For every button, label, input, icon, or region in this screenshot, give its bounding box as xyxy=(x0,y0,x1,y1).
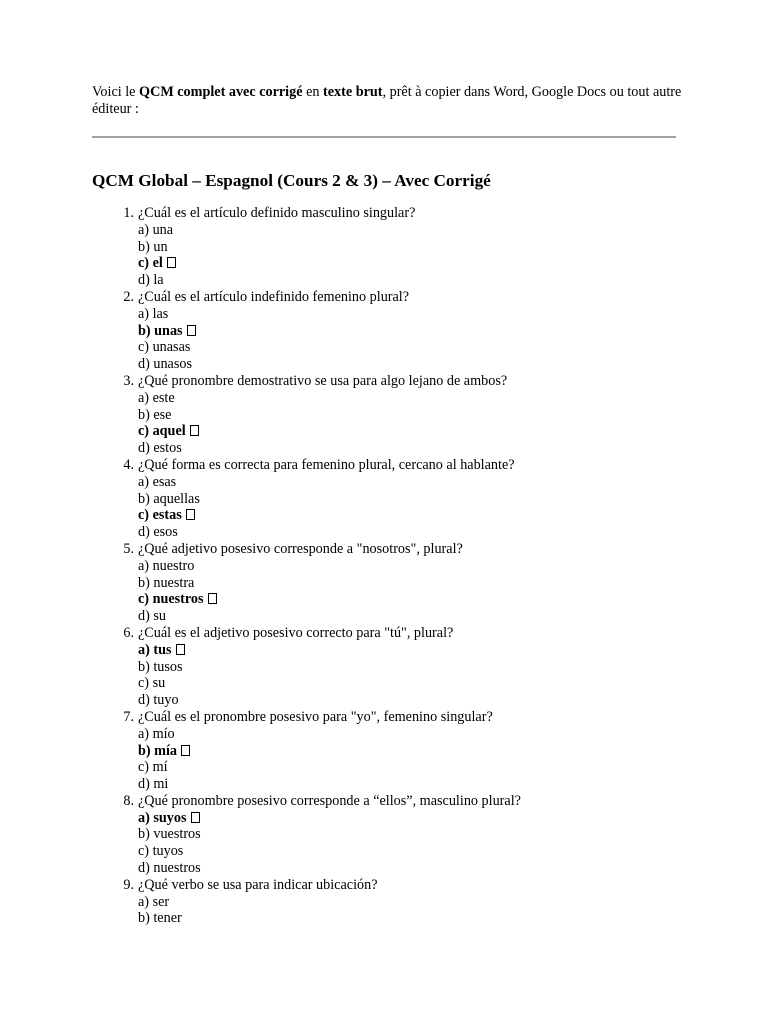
question-number: 4. xyxy=(123,456,134,473)
question-text: ¿Qué verbo se usa para indicar ubicación? xyxy=(138,876,378,893)
option-text: a) tus xyxy=(138,641,172,658)
option-text: c) tuyos xyxy=(138,843,184,860)
option-text: a) esas xyxy=(138,473,177,490)
question-item xyxy=(92,289,682,373)
question-item xyxy=(92,877,682,927)
question-number: 6. xyxy=(123,624,134,641)
answer-option xyxy=(138,860,682,877)
answer-option xyxy=(138,558,682,575)
option-text: c) unasas xyxy=(138,339,191,356)
answer-option-correct xyxy=(138,323,682,340)
answer-option-correct xyxy=(138,642,682,659)
answer-option xyxy=(138,910,682,927)
answer-option xyxy=(138,692,682,709)
intro-text-2: en xyxy=(302,84,324,100)
question-text: ¿Qué adjetivo posesivo corresponde a "nosotros", plural? xyxy=(138,540,463,557)
answer-option xyxy=(138,390,682,407)
answer-option xyxy=(138,575,682,592)
option-text: b) nuestra xyxy=(138,574,195,591)
option-text: b) unas xyxy=(138,322,183,339)
answer-option-correct xyxy=(138,507,682,524)
answer-option-correct xyxy=(138,810,682,827)
intro-paragraph xyxy=(92,84,682,118)
checkmark-icon xyxy=(167,257,176,268)
option-text: c) estas xyxy=(138,507,182,524)
quiz-title: QCM Global – Espagnol (Cours 2 & 3) – Avec Corrigé xyxy=(92,171,491,190)
question-text: ¿Cuál es el adjetivo posesivo correcto para "tú", plural? xyxy=(138,624,454,641)
option-text: b) un xyxy=(138,238,168,255)
option-text: a) este xyxy=(138,389,175,406)
question-item xyxy=(92,373,682,457)
question-item xyxy=(92,541,682,625)
option-text: d) unasos xyxy=(138,356,192,373)
option-text: c) aquel xyxy=(138,423,186,440)
option-text: a) suyos xyxy=(138,809,187,826)
answer-option xyxy=(138,356,682,373)
option-text: a) ser xyxy=(138,893,170,910)
answer-option xyxy=(138,440,682,457)
answer-option xyxy=(138,524,682,541)
answer-option xyxy=(138,894,682,911)
option-text: b) ese xyxy=(138,406,172,423)
question-number: 5. xyxy=(123,540,134,557)
answer-option xyxy=(138,608,682,625)
checkmark-icon xyxy=(186,509,195,520)
question-item xyxy=(92,205,682,289)
answer-option-correct xyxy=(138,743,682,760)
answer-option xyxy=(138,339,682,356)
intro-text-1: Voici le xyxy=(92,84,140,100)
question-number: 7. xyxy=(123,708,134,725)
question-item xyxy=(92,457,682,541)
checkmark-icon xyxy=(190,425,199,436)
answer-option xyxy=(138,222,682,239)
question-text: ¿Qué forma es correcta para femenino plural, cercano al hablante? xyxy=(138,456,515,473)
option-text: a) nuestro xyxy=(138,557,195,574)
option-text: a) una xyxy=(138,221,174,238)
option-text: b) mía xyxy=(138,742,178,759)
question-number: 9. xyxy=(123,876,134,893)
option-text: d) la xyxy=(138,272,164,289)
answer-option xyxy=(138,726,682,743)
option-text: a) mío xyxy=(138,725,175,742)
question-number: 2. xyxy=(123,288,134,305)
option-text: d) esos xyxy=(138,524,178,541)
option-text: b) aquellas xyxy=(138,490,200,507)
answer-option xyxy=(138,239,682,256)
question-text: ¿Qué pronombre demostrativo se usa para algo lejano de ambos? xyxy=(138,372,508,389)
answer-option xyxy=(138,306,682,323)
answer-option-correct xyxy=(138,591,682,608)
question-text: ¿Cuál es el pronombre posesivo para "yo", femenino singular? xyxy=(138,708,493,725)
document-page xyxy=(92,84,682,927)
intro-bold-1: QCM complet avec corrigé xyxy=(139,84,303,100)
question-number: 8. xyxy=(123,792,134,809)
answer-option xyxy=(138,675,682,692)
option-text: b) tusos xyxy=(138,658,183,675)
answer-option xyxy=(138,491,682,508)
question-list xyxy=(92,205,682,927)
question-item xyxy=(92,709,682,793)
checkmark-icon xyxy=(187,325,196,336)
intro-text-3: , prêt à copier dans Word, Google Docs ou tout autre éditeur : xyxy=(92,84,682,117)
question-text: ¿Qué pronombre posesivo corresponde a “ellos”, masculino plural? xyxy=(138,792,521,809)
checkmark-icon xyxy=(208,593,217,604)
answer-option xyxy=(138,826,682,843)
option-text: c) el xyxy=(138,255,163,272)
option-text: d) tuyo xyxy=(138,692,179,709)
answer-option xyxy=(138,407,682,424)
option-text: d) su xyxy=(138,608,166,625)
answer-option xyxy=(138,659,682,676)
checkmark-icon xyxy=(191,812,200,823)
answer-option xyxy=(138,843,682,860)
option-text: b) tener xyxy=(138,910,182,927)
question-item xyxy=(92,793,682,877)
option-text: c) nuestros xyxy=(138,591,204,608)
question-number: 1. xyxy=(123,205,134,221)
question-item xyxy=(92,625,682,709)
answer-option-correct xyxy=(138,255,682,272)
option-text: d) estos xyxy=(138,440,182,457)
answer-option xyxy=(138,272,682,289)
option-text: a) las xyxy=(138,305,169,322)
answer-option xyxy=(138,759,682,776)
checkmark-icon xyxy=(181,745,190,756)
option-text: d) nuestros xyxy=(138,860,201,877)
option-text: c) mí xyxy=(138,759,168,776)
intro-bold-2: texte brut xyxy=(323,84,383,100)
answer-option xyxy=(138,474,682,491)
answer-option-correct xyxy=(138,423,682,440)
option-text: b) vuestros xyxy=(138,826,201,843)
option-text: c) su xyxy=(138,675,166,692)
question-number: 3. xyxy=(123,372,134,389)
question-text: ¿Cuál es el artículo definido masculino singular? xyxy=(138,205,416,221)
checkmark-icon xyxy=(176,644,185,655)
horizontal-rule xyxy=(92,136,676,138)
question-text: ¿Cuál es el artículo indefinido femenino plural? xyxy=(138,288,410,305)
answer-option xyxy=(138,776,682,793)
option-text: d) mi xyxy=(138,776,169,793)
